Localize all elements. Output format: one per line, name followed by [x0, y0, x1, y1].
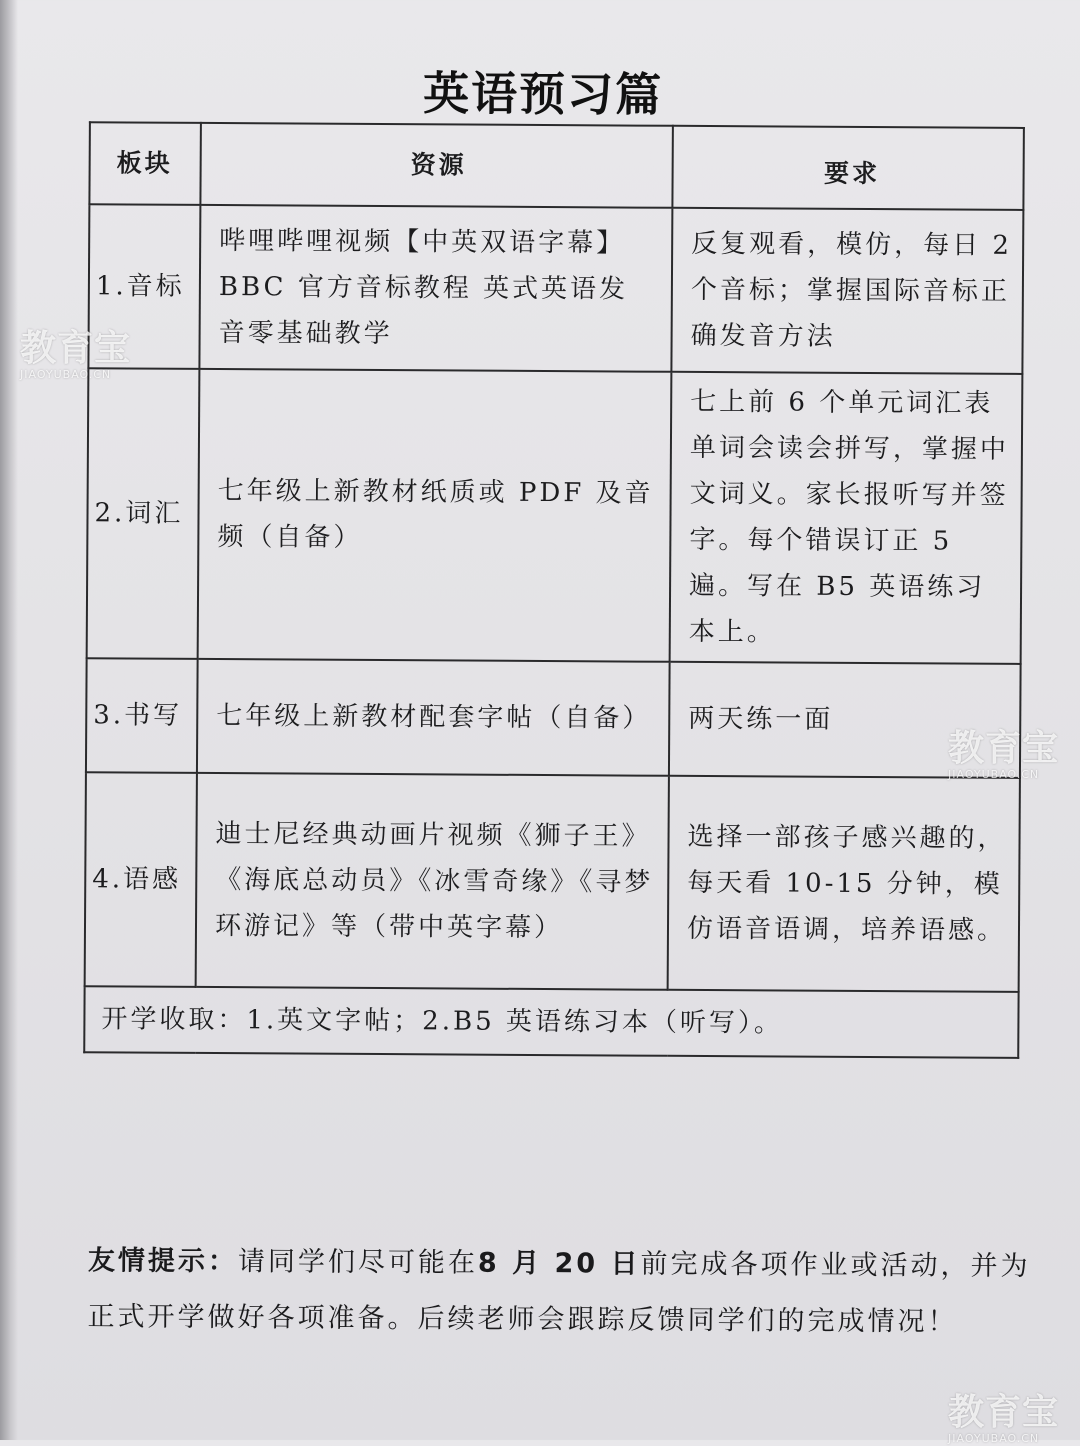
reminder-lead: 友情提示：	[87, 1245, 239, 1278]
reminder-text-before: 请同学们尽可能在	[237, 1246, 479, 1279]
requirement-cell: 反复观看，模仿，每日 2 个音标；掌握国际音标正确发音方法	[671, 208, 1023, 374]
table-row	[88, 204, 1023, 374]
resource-cell: 迪士尼经典动画片视频《狮子王》《海底总动员》《冰雪奇缘》《寻梦环游记》等（带中英字幕）	[196, 773, 669, 990]
watermark-cn: 教育宝	[20, 328, 132, 369]
watermark-logo	[948, 730, 1059, 782]
resource-cell: 七年级上新教材配套字帖（自备）	[197, 659, 670, 776]
block-cell: 4.语感	[85, 772, 197, 987]
header-resource: 资源	[200, 123, 672, 208]
requirement-cell: 七上前 6 个单元词汇表单词会读会拼写，掌握中文词义。家长报听写并签字。每个错误订正 5 遍。写在 B5 英语练习本上。	[670, 372, 1023, 664]
table-footer-row	[84, 986, 1018, 1058]
watermark-logo	[948, 1394, 1059, 1446]
reminder-date: 8 月 20 日	[477, 1247, 641, 1280]
watermark-cn: 教育宝	[948, 1392, 1060, 1433]
collection-note: 开学收取：1.英文字帖；2.B5 英语练习本（听写）。	[84, 986, 1018, 1058]
block-cell: 3.书写	[86, 658, 198, 773]
watermark-logo	[20, 330, 131, 382]
table-header-row	[89, 122, 1023, 210]
block-cell: 1.音标	[88, 204, 200, 369]
resource-cell: 七年级上新教材纸质或 PDF 及音频（自备）	[198, 369, 672, 662]
watermark-cn: 教育宝	[948, 728, 1060, 769]
block-cell: 2.词汇	[87, 368, 200, 659]
page-title: 英语预习篇	[422, 66, 664, 122]
preview-plan-table	[83, 121, 1025, 1059]
watermark-en: JIAOYUBAO.CN	[948, 768, 1040, 781]
table-row	[85, 772, 1020, 992]
table-row	[87, 368, 1023, 664]
header-block: 板块	[89, 122, 200, 205]
watermark-en: JIAOYUBAO.CN	[948, 1432, 1040, 1445]
requirement-cell: 选择一部孩子感兴趣的，每天看 10-15 分钟，模仿语音语调，培养语感。	[668, 776, 1020, 992]
friendly-reminder	[87, 1233, 1048, 1351]
resource-cell: 哔哩哔哩视频【中英双语字幕】BBC 官方音标教程 英式英语发音零基础教学	[199, 205, 672, 372]
header-requirement: 要求	[672, 126, 1023, 210]
table-row	[86, 658, 1021, 778]
requirement-cell: 两天练一面	[669, 662, 1021, 778]
watermark-en: JIAOYUBAO.CN	[20, 368, 112, 381]
reminder-text-after: 前完成各项作业或活动，并为正式开学做好各项准备。后续老师会跟踪反馈同学们的完成情况！	[87, 1248, 1031, 1338]
